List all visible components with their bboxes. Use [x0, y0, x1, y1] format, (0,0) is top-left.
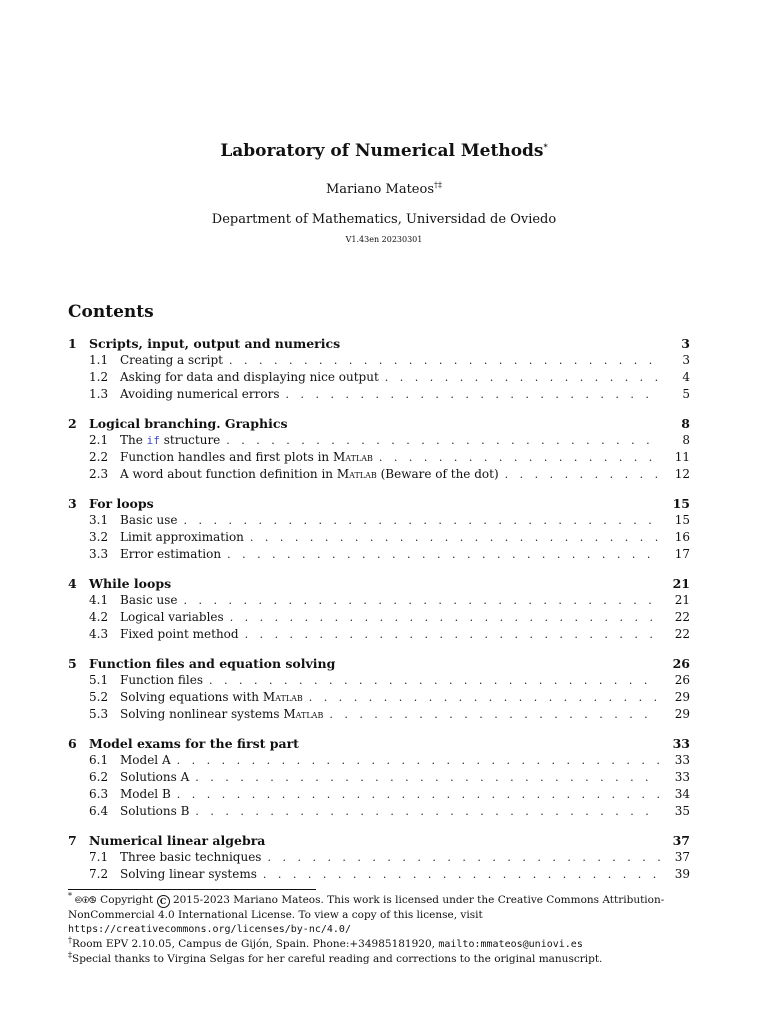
- section-number: 1: [68, 336, 77, 351]
- section-number: 7: [68, 833, 77, 848]
- leader-dots: [267, 851, 660, 864]
- section-title: While loops: [89, 576, 172, 591]
- toc-subsection-entry[interactable]: [68, 610, 690, 627]
- leader-dots: [177, 788, 660, 801]
- toc-section-entry[interactable]: [68, 833, 690, 850]
- toc-section-entry[interactable]: [68, 576, 690, 593]
- subsection-page: 37: [674, 850, 690, 864]
- subsection-title: Three basic techniques: [120, 850, 262, 864]
- title-footnote-mark[interactable]: *: [543, 141, 548, 152]
- subsection-number: 4.3: [89, 627, 109, 641]
- toc-subsection-entry[interactable]: [68, 690, 690, 707]
- toc-section: [68, 336, 690, 404]
- subsection-page: 8: [682, 433, 690, 447]
- subsection-title: Limit approximation: [120, 530, 244, 544]
- subsection-page: 22: [674, 610, 690, 624]
- toc-section-entry[interactable]: [68, 656, 690, 673]
- toc-section-entry[interactable]: [68, 336, 690, 353]
- author-footnote-marks[interactable]: †‡: [434, 180, 442, 190]
- toc-subsection-entry[interactable]: [68, 387, 690, 404]
- toc-subsection-entry[interactable]: [68, 433, 690, 450]
- subsection-number: 5.2: [89, 690, 109, 704]
- subsection-number: 6.3: [89, 787, 109, 801]
- toc-subsection-entry[interactable]: [68, 707, 690, 724]
- leader-dots: [245, 628, 660, 641]
- footnote-mark: ‡: [68, 950, 72, 960]
- license-link[interactable]: https://creativecommons.org/licenses/by-nc/4.0/: [68, 924, 351, 935]
- leader-dots: [309, 691, 660, 704]
- section-title: Scripts, input, output and numerics: [89, 336, 341, 351]
- table-of-contents: [68, 336, 690, 896]
- subsection-title: Creating a script: [120, 353, 223, 367]
- section-page: 15: [672, 496, 690, 511]
- toc-subsection-entry[interactable]: [68, 627, 690, 644]
- section-number: 3: [68, 496, 77, 511]
- leader-dots: [505, 468, 660, 481]
- subsection-page: 21: [674, 593, 690, 607]
- toc-section: [68, 576, 690, 644]
- leader-dots: [184, 514, 661, 527]
- toc-section: [68, 656, 690, 724]
- leader-dots: [184, 594, 661, 607]
- subsection-page: 39: [674, 867, 690, 881]
- subsection-page: 17: [674, 547, 690, 561]
- leader-dots: [177, 754, 660, 767]
- leader-dots: [230, 611, 660, 624]
- toc-subsection-entry[interactable]: [68, 850, 690, 867]
- subsection-title: Function handles and first plots in Matlab: [120, 450, 373, 464]
- section-title: Function files and equation solving: [89, 656, 336, 671]
- toc-subsection-entry[interactable]: [68, 867, 690, 884]
- footnote-mark: †: [68, 935, 72, 945]
- toc-subsection-entry[interactable]: [68, 353, 690, 370]
- toc-section: [68, 833, 690, 884]
- section-page: 3: [681, 336, 690, 351]
- toc-subsection-entry[interactable]: [68, 593, 690, 610]
- leader-dots: [195, 771, 660, 784]
- subsection-title: Function files: [120, 673, 204, 687]
- subsection-page: 16: [674, 530, 690, 544]
- creative-commons-icon: 🅭🅯🄏: [75, 895, 97, 906]
- subsection-title: Fixed point method: [120, 627, 239, 641]
- toc-subsection-entry[interactable]: [68, 547, 690, 564]
- contents-heading: Contents: [68, 302, 154, 322]
- toc-section: [68, 496, 690, 564]
- toc-section: [68, 736, 690, 821]
- subsection-page: 29: [674, 707, 690, 721]
- subsection-number: 4.1: [89, 593, 109, 607]
- subsection-page: 26: [674, 673, 690, 687]
- section-page: 8: [681, 416, 690, 431]
- subsection-title: Solving equations with Matlab: [120, 690, 303, 704]
- document-title: Laboratory of Numerical Methods*: [220, 141, 548, 161]
- author-name: Mariano Mateos†‡: [326, 180, 442, 197]
- toc-subsection-entry[interactable]: [68, 370, 690, 387]
- leader-dots: [250, 531, 660, 544]
- toc-subsection-entry[interactable]: [68, 804, 690, 821]
- footnotes: [68, 893, 690, 966]
- subsection-title: Basic use: [120, 593, 178, 607]
- footnote-address: †Room EPV 2.10.05, Campus de Gijón, Spain. Phone:+34985181920, mailto:mmateos@uniovi.es: [68, 935, 583, 950]
- toc-subsection-entry[interactable]: [68, 450, 690, 467]
- affiliation: Department of Mathematics, Universidad de Oviedo: [211, 212, 557, 227]
- subsection-number: 6.1: [89, 753, 109, 767]
- subsection-page: 15: [674, 513, 690, 527]
- subsection-page: 33: [674, 770, 690, 784]
- subsection-title: Solving nonlinear systems Matlab: [120, 707, 324, 721]
- toc-section-entry[interactable]: [68, 736, 690, 753]
- leader-dots: [286, 388, 661, 401]
- leader-dots: [195, 805, 660, 818]
- subsection-page: 11: [674, 450, 690, 464]
- section-page: 21: [672, 576, 690, 591]
- subsection-title: The if structure: [120, 433, 221, 447]
- subsection-title: Basic use: [120, 513, 178, 527]
- toc-subsection-entry[interactable]: [68, 467, 690, 484]
- subsection-number: 2.2: [89, 450, 109, 464]
- subsection-page: 3: [682, 353, 690, 367]
- subsection-title: Error estimation: [120, 547, 222, 561]
- toc-subsection-entry[interactable]: [68, 530, 690, 547]
- subsection-page: 34: [674, 787, 690, 801]
- section-page: 33: [672, 736, 690, 751]
- subsection-title: Solving linear systems: [120, 867, 257, 881]
- toc-section-entry[interactable]: [68, 496, 690, 513]
- toc-subsection-entry[interactable]: [68, 673, 690, 690]
- leader-dots: [329, 708, 660, 721]
- subsection-number: 6.4: [89, 804, 109, 818]
- subsection-title: A word about function definition in Matlab (Beware of the dot): [120, 467, 499, 481]
- subsection-number: 6.2: [89, 770, 109, 784]
- subsection-number: 2.3: [89, 467, 109, 481]
- subsection-number: 7.2: [89, 867, 109, 881]
- subsection-page: 22: [674, 627, 690, 641]
- footnote-divider: [68, 889, 316, 890]
- subsection-number: 3.1: [89, 513, 109, 527]
- subsection-number: 4.2: [89, 610, 109, 624]
- subsection-page: 4: [682, 370, 690, 384]
- toc-section: [68, 416, 690, 484]
- subsection-number: 2.1: [89, 433, 109, 447]
- section-page: 26: [672, 656, 690, 671]
- copyright-icon: C: [157, 895, 170, 908]
- version-label: V1.43en 20230301: [345, 235, 423, 244]
- subsection-page: 12: [674, 467, 690, 481]
- subsection-number: 1.2: [89, 370, 109, 384]
- leader-dots: [379, 451, 660, 464]
- footnote-mark: *: [68, 891, 72, 901]
- subsection-number: 3.2: [89, 530, 109, 544]
- leader-dots: [227, 548, 660, 561]
- subsection-title: Model A: [120, 753, 171, 767]
- toc-subsection-entry[interactable]: [68, 513, 690, 530]
- section-title: Logical branching. Graphics: [89, 416, 288, 431]
- leader-dots: [209, 674, 660, 687]
- subsection-page: 33: [674, 753, 690, 767]
- subsection-title: Solutions A: [120, 770, 190, 784]
- footnote-license: * 🅭🅯🄏 Copyright C 2015-2023 Mariano Mateos. This work is licensed under the Creative Commons Attribution-NonCommercial 4.0 International License. To view a copy of this license, visit https://creativecommons.org/licenses/by-nc/4.0/: [68, 891, 665, 935]
- leader-dots: [385, 371, 660, 384]
- section-title: Numerical linear algebra: [89, 833, 266, 848]
- subsection-page: 35: [674, 804, 690, 818]
- section-number: 2: [68, 416, 77, 431]
- subsection-title: Solutions B: [120, 804, 190, 818]
- code-keyword: if: [146, 434, 160, 447]
- section-title: Model exams for the first part: [89, 736, 299, 751]
- footnote-thanks: ‡Special thanks to Virgina Selgas for her careful reading and corrections to the original manuscript.: [68, 950, 603, 965]
- section-number: 4: [68, 576, 77, 591]
- subsection-title: Asking for data and displaying nice output: [120, 370, 379, 384]
- subsection-page: 5: [682, 387, 690, 401]
- subsection-title: Model B: [120, 787, 171, 801]
- subsection-title: Avoiding numerical errors: [120, 387, 280, 401]
- subsection-number: 1.1: [89, 353, 109, 367]
- subsection-number: 5.1: [89, 673, 109, 687]
- subsection-number: 7.1: [89, 850, 109, 864]
- toc-subsection-entry[interactable]: [68, 770, 690, 787]
- subsection-page: 29: [674, 690, 690, 704]
- section-title: For loops: [89, 496, 154, 511]
- leader-dots: [229, 354, 660, 367]
- leader-dots: [263, 868, 660, 881]
- toc-section-entry[interactable]: [68, 416, 690, 433]
- subsection-number: 3.3: [89, 547, 109, 561]
- section-page: 37: [672, 833, 690, 848]
- subsection-number: 1.3: [89, 387, 109, 401]
- section-number: 6: [68, 736, 77, 751]
- toc-subsection-entry[interactable]: [68, 787, 690, 804]
- email-link[interactable]: mailto:mmateos@uniovi.es: [438, 939, 583, 950]
- leader-dots: [226, 434, 660, 447]
- subsection-number: 5.3: [89, 707, 109, 721]
- toc-subsection-entry[interactable]: [68, 753, 690, 770]
- section-number: 5: [68, 656, 77, 671]
- subsection-title: Logical variables: [120, 610, 224, 624]
